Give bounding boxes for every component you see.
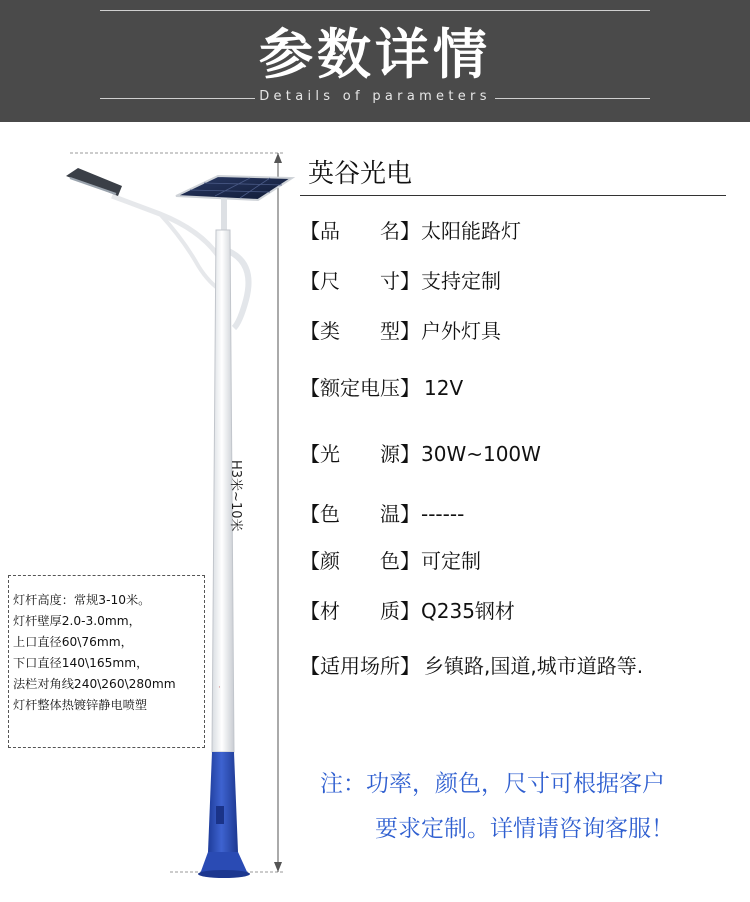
note-line: 灯杆整体热镀锌静电喷塑 (13, 698, 148, 712)
svg-text:·: · (218, 683, 221, 693)
brand-underline (300, 195, 726, 196)
dimension-arrow-down (274, 862, 282, 872)
spec-key: 【额定电压】 (300, 376, 420, 400)
lamp-arm (112, 196, 222, 262)
spec-value: Q235钢材 (421, 599, 515, 623)
spec-value: 可定制 (421, 549, 481, 573)
lamp-arm-brace (160, 214, 220, 290)
brand-name: 英谷光电 (308, 159, 413, 189)
solar-panel (176, 176, 292, 200)
customization-note-line2: 要求定制。详情请咨询客服！ (375, 816, 674, 842)
pole-base (208, 752, 238, 852)
spec-value: 12V (424, 376, 464, 400)
spec-key: 【光 源】 (300, 442, 420, 466)
note-line: 灯杆高度：常规3-10米。 (13, 593, 151, 607)
spec-value: 户外灯具 (421, 319, 501, 343)
pole-height-label: H3米~10米 (228, 460, 243, 532)
spec-key: 【适用场所】 (300, 654, 420, 678)
spec-row (300, 265, 501, 294)
header-subtitle: Details of parameters (259, 89, 491, 104)
spec-key: 【类 型】 (300, 319, 420, 343)
spec-row (300, 215, 521, 244)
spec-key: 【颜 色】 (300, 549, 420, 573)
customization-note-line1: 注：功率，颜色，尺寸可根据客户 (320, 771, 665, 797)
note-line: 下口直径140\165mm， (13, 656, 149, 670)
note-line: 灯杆壁厚2.0-3.0mm， (13, 614, 141, 628)
spec-row (300, 372, 463, 401)
spec-row (300, 438, 541, 467)
pole-notes-box (8, 575, 205, 748)
header-title: 参数详情 (259, 23, 491, 86)
spec-key: 【尺 寸】 (300, 269, 420, 293)
spec-value: 支持定制 (421, 269, 501, 293)
spec-row (300, 595, 515, 624)
dimension-arrow-up (274, 153, 282, 163)
lamp-head (66, 168, 122, 196)
spec-key: 【品 名】 (300, 219, 420, 243)
spec-key: 【色 温】 (300, 502, 420, 526)
spec-row (300, 315, 501, 344)
spec-value: ------ (421, 502, 465, 526)
header-rule-top (100, 10, 650, 11)
solar-street-light-illustration (0, 122, 300, 902)
base-door (216, 806, 224, 824)
note-line: 法栏对角线240\260\280mm (13, 677, 176, 691)
spec-value: 太阳能路灯 (421, 219, 521, 243)
spec-key: 【材 质】 (300, 599, 420, 623)
spec-row (300, 498, 464, 527)
spec-value: 30W~100W (421, 442, 541, 466)
spec-value: 乡镇路,国道,城市道路等. (424, 654, 644, 678)
spec-row (300, 650, 643, 679)
note-line: 上口直径60\76mm， (13, 635, 133, 649)
page-header (0, 0, 750, 122)
spec-row (300, 545, 481, 574)
